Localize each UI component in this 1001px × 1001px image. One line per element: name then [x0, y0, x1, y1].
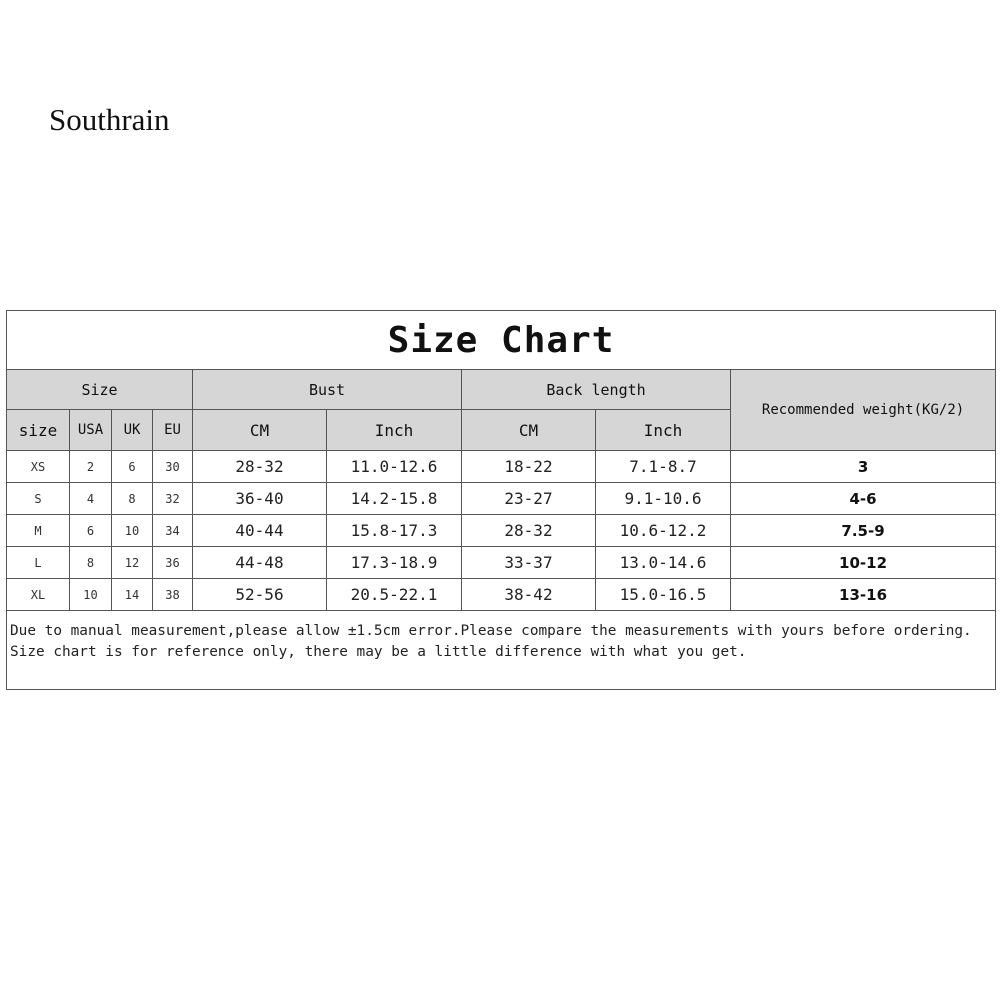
cell-uk: 10	[112, 515, 153, 547]
cell-weight: 10-12	[731, 547, 996, 579]
cell-back-inch: 7.1-8.7	[596, 451, 731, 483]
sub-header-bust-inch: Inch	[327, 410, 462, 451]
cell-uk: 14	[112, 579, 153, 611]
table-row	[7, 483, 996, 515]
cell-weight: 7.5-9	[731, 515, 996, 547]
measurement-note	[7, 611, 996, 690]
cell-size: XL	[7, 579, 70, 611]
cell-uk: 6	[112, 451, 153, 483]
cell-back-cm: 23-27	[462, 483, 596, 515]
cell-size: M	[7, 515, 70, 547]
sub-header-bust-cm: CM	[193, 410, 327, 451]
cell-bust-inch: 11.0-12.6	[327, 451, 462, 483]
cell-bust-inch: 15.8-17.3	[327, 515, 462, 547]
group-header-bust: Bust	[193, 370, 462, 410]
group-header-recommended-weight: Recommended weight(KG/2)	[731, 370, 996, 451]
sub-header-eu: EU	[153, 410, 193, 451]
cell-eu: 36	[153, 547, 193, 579]
group-header-size: Size	[7, 370, 193, 410]
cell-bust-inch: 20.5-22.1	[327, 579, 462, 611]
note-line-reference-only: Size chart is for reference only, there may be a little difference with what you get.	[10, 644, 747, 660]
cell-usa: 2	[70, 451, 112, 483]
sub-header-back-cm: CM	[462, 410, 596, 451]
cell-bust-cm: 52-56	[193, 579, 327, 611]
sub-header-usa: USA	[70, 410, 112, 451]
group-header-row	[7, 370, 996, 410]
note-line-measurement-error: Due to manual measurement,please allow ±1.5cm error.Please compare the measurements with yours before ordering.	[10, 623, 972, 639]
cell-bust-inch: 17.3-18.9	[327, 547, 462, 579]
cell-back-cm: 28-32	[462, 515, 596, 547]
cell-bust-cm: 36-40	[193, 483, 327, 515]
cell-back-inch: 15.0-16.5	[596, 579, 731, 611]
size-chart-table	[6, 310, 996, 690]
cell-bust-cm: 40-44	[193, 515, 327, 547]
sub-header-size: size	[7, 410, 70, 451]
sub-header-back-inch: Inch	[596, 410, 731, 451]
table-row	[7, 451, 996, 483]
cell-weight: 13-16	[731, 579, 996, 611]
chart-title: Size Chart	[7, 311, 996, 370]
cell-back-inch: 13.0-14.6	[596, 547, 731, 579]
cell-bust-inch: 14.2-15.8	[327, 483, 462, 515]
cell-usa: 4	[70, 483, 112, 515]
brand-name: Southrain	[49, 102, 170, 137]
cell-eu: 32	[153, 483, 193, 515]
cell-eu: 38	[153, 579, 193, 611]
cell-uk: 12	[112, 547, 153, 579]
table-row	[7, 515, 996, 547]
cell-back-cm: 38-42	[462, 579, 596, 611]
cell-size: S	[7, 483, 70, 515]
cell-eu: 30	[153, 451, 193, 483]
cell-usa: 8	[70, 547, 112, 579]
cell-usa: 10	[70, 579, 112, 611]
cell-back-cm: 18-22	[462, 451, 596, 483]
cell-weight: 3	[731, 451, 996, 483]
cell-eu: 34	[153, 515, 193, 547]
cell-size: L	[7, 547, 70, 579]
cell-size: XS	[7, 451, 70, 483]
size-chart	[6, 310, 995, 690]
cell-back-inch: 9.1-10.6	[596, 483, 731, 515]
cell-bust-cm: 44-48	[193, 547, 327, 579]
cell-back-cm: 33-37	[462, 547, 596, 579]
cell-bust-cm: 28-32	[193, 451, 327, 483]
cell-uk: 8	[112, 483, 153, 515]
table-row	[7, 547, 996, 579]
cell-weight: 4-6	[731, 483, 996, 515]
sub-header-uk: UK	[112, 410, 153, 451]
cell-back-inch: 10.6-12.2	[596, 515, 731, 547]
table-row	[7, 579, 996, 611]
group-header-back-length: Back length	[462, 370, 731, 410]
cell-usa: 6	[70, 515, 112, 547]
